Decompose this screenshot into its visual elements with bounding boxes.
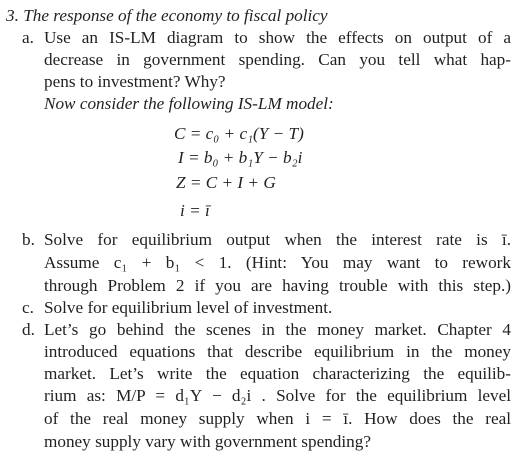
item-d-marker: d. (22, 320, 35, 339)
item-d-line-3: market. Let’s write the equation characterizing the equilib- (44, 364, 511, 383)
item-b-marker: b. (22, 230, 35, 249)
item-a-line-3: pens to investment? Why? (44, 72, 226, 91)
equation-interest: i = ī (180, 201, 210, 220)
item-d-line-4: rium as: M/P = d₁Y − d₂i . Solve for the equilibrium level (44, 386, 511, 405)
item-b-line-3: through Problem 2 if you are having trouble with this step.) (44, 276, 511, 295)
equation-investment: I = b₀ + b₁Y − b₂i (178, 148, 303, 167)
item-d-line-1: Let’s go behind the scenes in the money market. Chapter 4 (44, 320, 511, 339)
item-c-marker: c. (22, 298, 34, 317)
item-d-line-5: of the real money supply when i = ī. How does the real (44, 409, 511, 428)
item-b-line-1: Solve for equilibrium output when the interest rate is ī. (44, 230, 511, 249)
item-d-line-6: money supply vary with government spending? (44, 432, 371, 451)
item-d-line-2: introduced equations that describe equilibrium in the money (44, 342, 511, 361)
item-a-marker: a. (22, 28, 34, 47)
item-a-line-2: decrease in government spending. Can you tell what hap- (44, 50, 511, 69)
model-intro: Now consider the following IS-LM model: (44, 94, 334, 113)
problem-title: 3. The response of the economy to fiscal policy (6, 6, 328, 25)
item-a-line-1: Use an IS-LM diagram to show the effects on output of a (44, 28, 511, 47)
equation-consumption: C = c₀ + c₁(Y − T) (174, 124, 304, 143)
equation-demand: Z = C + I + G (176, 173, 276, 192)
item-c-line-1: Solve for equilibrium level of investment. (44, 298, 333, 317)
item-b-line-2: Assume c₁ + b₁ < 1. (Hint: You may want to rework (44, 253, 511, 272)
